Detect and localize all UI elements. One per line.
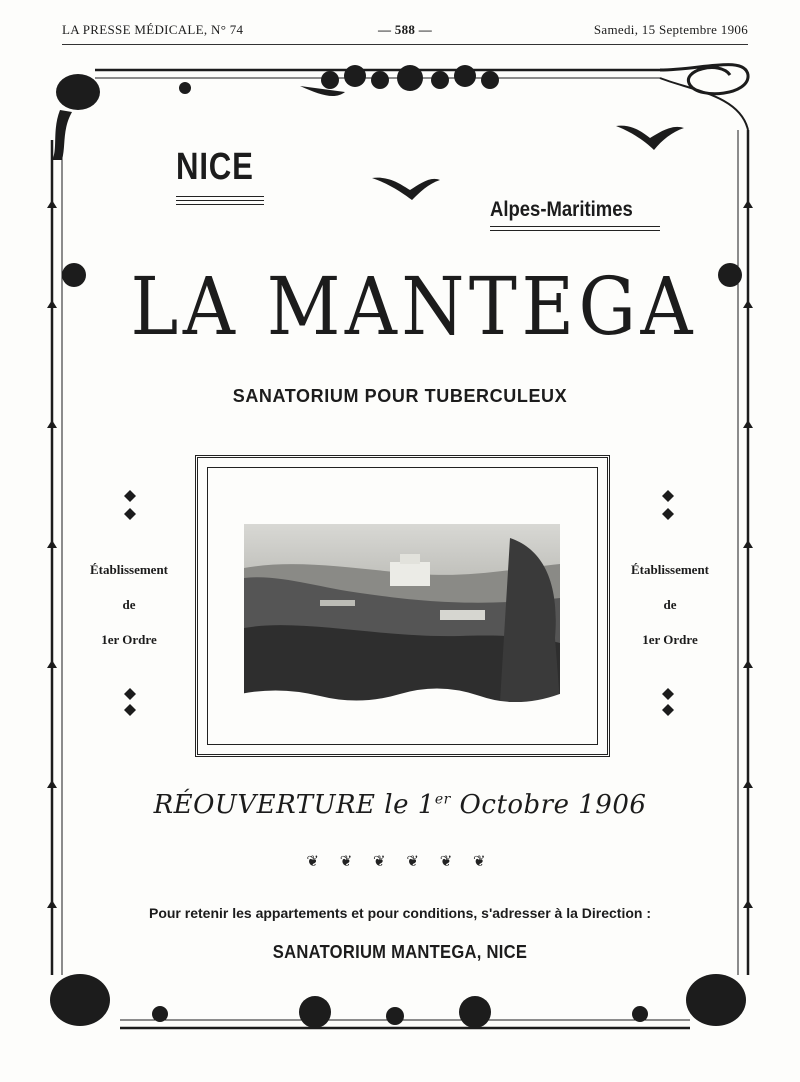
- reopening-ordinal: er: [434, 791, 451, 808]
- journal-title: LA PRESSE MÉDICALE, N° 74: [62, 22, 244, 37]
- side-note-right: [605, 552, 735, 657]
- city-rule: [176, 200, 264, 201]
- address-line: SANATORIUM MANTEGA, NICE: [272, 942, 528, 962]
- city-heading: NICE: [176, 146, 254, 188]
- side-note-line: de: [122, 597, 136, 612]
- flower-divider: ❦ ❦ ❦ ❦ ❦ ❦: [306, 852, 494, 870]
- page-number: — 588 —: [377, 22, 433, 37]
- reopening-date: Octobre 1906: [450, 790, 647, 820]
- bird-icon: [372, 126, 684, 200]
- region-heading: Alpes-Maritimes: [490, 198, 633, 221]
- corner-flower-top-left: [52, 74, 100, 160]
- sanatorium-subtitle: SANATORIUM POUR TUBERCULEUX: [232, 386, 568, 406]
- side-note-line: Établissement: [90, 562, 168, 577]
- city-rule: [176, 204, 264, 205]
- sanatorium-photo: [240, 518, 565, 702]
- region-rule: [490, 230, 660, 231]
- side-note-line: de: [663, 597, 677, 612]
- sanatorium-name: LA MANTEGA: [130, 260, 698, 353]
- contact-line: Pour retenir les appartements et pour conditions, s'adresser à la Direction :: [148, 905, 652, 921]
- city-rule: [176, 196, 264, 197]
- reopening-notice: [0, 790, 800, 820]
- side-note-line: 1er Ordre: [642, 632, 698, 647]
- region-rule: [490, 226, 660, 227]
- side-note-line: Établissement: [631, 562, 709, 577]
- reopening-main: RÉOUVERTURE le 1: [153, 790, 435, 820]
- issue-date: Samedi, 15 Septembre 1906: [593, 22, 748, 37]
- side-note-left: [64, 552, 194, 657]
- side-note-line: 1er Ordre: [101, 632, 157, 647]
